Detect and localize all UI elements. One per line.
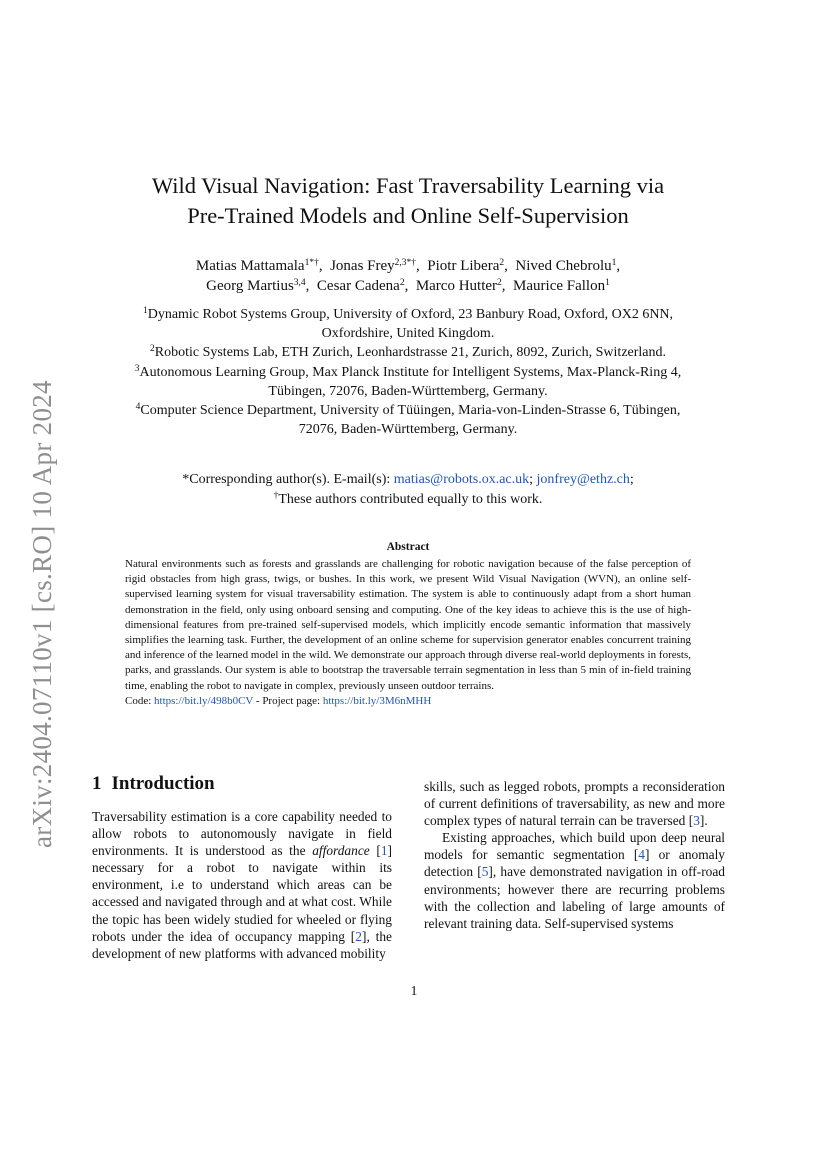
author-affil-sup: 1 bbox=[605, 277, 610, 288]
author-name: Jonas Frey bbox=[330, 258, 395, 274]
author-affil-sup: 2 bbox=[497, 277, 502, 288]
left-column bbox=[92, 772, 392, 962]
abstract-body bbox=[125, 557, 691, 709]
author-name: Nived Chebrolu bbox=[515, 258, 612, 274]
abstract-heading: Abstract bbox=[386, 541, 430, 553]
author-affil-sup: 1*† bbox=[304, 257, 319, 268]
affiliation-1: $^1$Dynamic Robot Systems Group, University of Oxford, 23 Banbury Road, Oxford, OX2 6NN, bbox=[142, 305, 674, 322]
corresponding-line: *Corresponding author(s). E-mail(s): matias@robots.ox.ac.uk; jonfrey@ethz.ch; bbox=[182, 472, 634, 487]
citation-link[interactable]: 4 bbox=[638, 847, 645, 863]
email-link-frey[interactable]: jonfrey@ethz.ch bbox=[536, 472, 630, 487]
citation-link[interactable]: 3 bbox=[693, 813, 700, 829]
author-name: Marco Hutter bbox=[415, 278, 498, 294]
author-affil-sup: 3,4 bbox=[293, 277, 306, 288]
title-line-1: Wild Visual Navigation: Fast Traversability Learning via bbox=[151, 173, 665, 198]
author-list bbox=[90, 256, 726, 296]
author-name: Georg Martius bbox=[206, 278, 294, 294]
citation-link[interactable]: 5 bbox=[481, 864, 489, 880]
intro-paragraph-1: Traversability estimation is a core capability needed to allow robots to autonomously navigate in field environments. It is understood as the affordance [1] necessary for a robot to navigate within its environment, i.e to understand which areas can be accessed and navigated through and at what cost. While the topic has been widely studied for wheeled or flying robots under the idea of occupancy mapping [2], the development of new platforms with advanced mobility bbox=[92, 809, 392, 961]
author-name: Maurice Fallon bbox=[513, 278, 606, 294]
section-title: Introduction bbox=[111, 773, 215, 794]
section-number: 1 bbox=[92, 773, 102, 794]
section-heading bbox=[92, 772, 392, 796]
arxiv-stamp: arXiv:2404.07110v1 [cs.RO] 10 Apr 2024 bbox=[27, 380, 57, 848]
author-line-2: Georg Martius$^{3,4}$, Cesar Cadena$^2$, Marco Hutter$^2$, Maurice Fallon$^1$ bbox=[206, 277, 610, 294]
author-name: Cesar Cadena bbox=[316, 278, 400, 294]
affiliation-4-cont: 72076, Baden-Württemberg, Germany. bbox=[298, 422, 518, 438]
affiliation-3-cont: Tübingen, 72076, Baden-Württemberg, Germany. bbox=[268, 383, 548, 399]
intro-paragraph-1-continued: skills, such as legged robots, prompts a reconsideration of current definitions of traversability, as new and more complex types of natural terrain can be traversed [3]. bbox=[424, 779, 725, 829]
citation-link[interactable]: 2 bbox=[355, 928, 362, 944]
author-affil-sup: 2 bbox=[399, 277, 405, 288]
page-number: 1 bbox=[410, 983, 418, 998]
equal-contribution-line: †These authors contributed equally to this work. bbox=[273, 490, 543, 507]
author-name: Piotr Libera bbox=[427, 258, 500, 274]
affiliation-2: $^2$Robotic Systems Lab, ETH Zurich, Leonhardstrasse 21, Zurich, 8092, Zurich, Switzerland. bbox=[149, 344, 667, 361]
author-line-1: Matias Mattamala$^{1*\dagger}$, Jonas Frey$^{2,3*\dagger}$, Piotr Libera$^2$, Nived Chebrolu$^1$, bbox=[195, 257, 621, 274]
affiliation-1-cont: Oxfordshire, United Kingdom. bbox=[321, 326, 495, 342]
author-affil-sup: 1 bbox=[611, 257, 617, 268]
code-link[interactable]: https://bit.ly/498b0CV bbox=[154, 694, 254, 707]
author-affil-sup: 2,3*† bbox=[394, 257, 417, 268]
affiliation-3: $^3$Autonomous Learning Group, Max Planck Institute for Intelligent Systems, Max-Planck-Ring 4, bbox=[134, 363, 682, 380]
affiliation-4: $^4$Computer Science Department, University of Tüüingen, Maria-von-Linden-Strasse 6, Tübingen, bbox=[135, 401, 681, 419]
paper-title bbox=[90, 171, 726, 231]
project-page-link[interactable]: https://bit.ly/3M6nMHH bbox=[322, 694, 432, 707]
right-column bbox=[424, 778, 725, 932]
title-line-2: Pre-Trained Models and Online Self-Supervision bbox=[187, 203, 629, 228]
email-link-mattamala[interactable]: matias@robots.ox.ac.uk bbox=[393, 472, 530, 487]
author-name: Matias Mattamala bbox=[195, 258, 305, 274]
author-affil-sup: 2 bbox=[499, 257, 505, 268]
abstract-text: Natural environments such as forests and grasslands are challenging for robotic navigation because of the false perception of rigid obstacles from high grass, twigs, or bushes. In this work, we present Wild Visual Navigation (WVN), an online self-supervised learning system for visual traversability estimation. The system is able to continuously adapt from a short human demonstration in the field, only using onboard sensing and computing. One of the key ideas to achieve this is the use of high-dimensional features from pre-trained self-supervised models, which implicitly encode semantic information that massively simplifies the learning task. Further, the development of an online scheme for supervision generator enables concurrent training and inference of the learned model in the wild. We demonstrate our approach through diverse real-world deployments in forests, parks, and grasslands. Our system is able to bootstrap the traversable terrain segmentation in less than 5 min of in-field training time, enabling the robot to navigate in complex, previously unseen outdoor terrains. bbox=[125, 558, 691, 692]
affiliations bbox=[90, 305, 726, 439]
dagger-symbol: † bbox=[273, 490, 279, 501]
contact-info bbox=[90, 470, 726, 509]
intro-paragraph-2: Existing approaches, which build upon deep neural models for semantic segmentation [4] or anomaly detection [5], have demonstrated navigation in off-road environments; however there are recurring problems with the collection and labeling of large amounts of relevant training data. Self-supervised systems bbox=[424, 830, 725, 931]
abstract-links: Code: https://bit.ly/498b0CV - Project page: https://bit.ly/3M6nMHH bbox=[125, 694, 432, 707]
citation-link[interactable]: 1 bbox=[380, 843, 388, 859]
